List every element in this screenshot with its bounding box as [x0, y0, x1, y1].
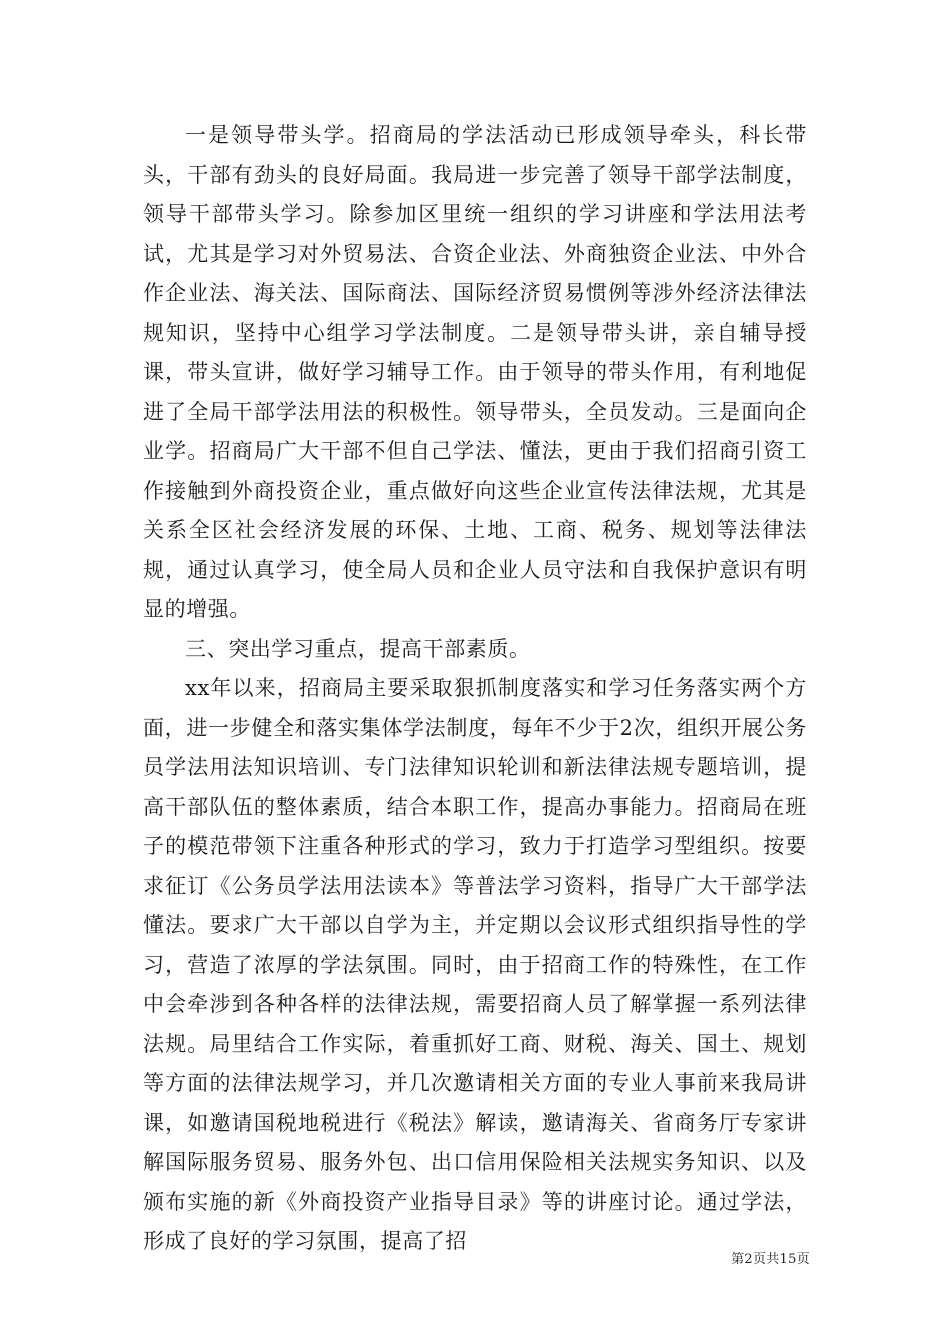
page-number-footer: 第2页共15页 — [731, 1252, 810, 1267]
document-body — [143, 116, 807, 1262]
paragraph-leadership-study: 一是领导带头学。招商局的学法活动已形成领导牵头，科长带头，干部有劲头的良好局面。我局进一步完善了领导干部学法制度，领导干部带头学习。除参加区里统一组织的学习讲座和学法用法考试，尤其是学习对外贸易法、合资企业法、外商独资企业法、中外合作企业法、海关法、国际商法、国际经济贸易惯例等涉外经济法律法规知识，坚持中心组学习学法制度。二是领导带头讲，亲自辅导授课，带头宣讲，做好学习辅导工作。由于领导的带头作用，有利地促进了全局干部学法用法的积极性。领导带头，全员发动。三是面向企业学。招商局广大干部不但自己学法、懂法，更由于我们招商引资工作接触到外商投资企业，重点做好向这些企业宣传法律法规，尤其是关系全区社会经济发展的环保、土地、工商、税务、规划等法律法规，通过认真学习，使全局人员和企业人员守法和自我保护意识有明显的增强。 — [143, 123, 807, 621]
paragraph-study-system: xx年以来，招商局主要采取狠抓制度落实和学习任务落实两个方面，进一步健全和落实集体学法制度，每年不少于2次，组织开展公务员学法用法知识培训、专门法律知识轮训和新法律法规专题培训，提高干部队伍的整体素质，结合本职工作，提高办事能力。招商局在班子的模范带领下注重各种形式的学习，致力于打造学习型组织。按要求征订《公务员学法用法读本》等普法学习资料，指导广大干部学法懂法。要求广大干部以自学为主，并定期以会议形式组织指导性的学习，营造了浓厚的学法氛围。同时，由于招商工作的特殊性，在工作中会牵涉到各种各样的法律法规，需要招商人员了解掌握一系列法律法规。局里结合工作实际，着重抓好工商、财税、海关、国土、规划等方面的法律法规学习，并几次邀请相关方面的专业人事前来我局讲课，如邀请国税地税进行《税法》解读，邀请海关、省商务厅专家讲解国际服务贸易、服务外包、出口信用保险相关法规实务知识、以及颁布实施的新《外商投资产业指导目录》等的讲座讨论。通过学法，形成了良好的学习氛围，提高了招 — [143, 676, 807, 1253]
section-heading-study-focus: 三、突出学习重点，提高干部素质。 — [185, 636, 531, 661]
